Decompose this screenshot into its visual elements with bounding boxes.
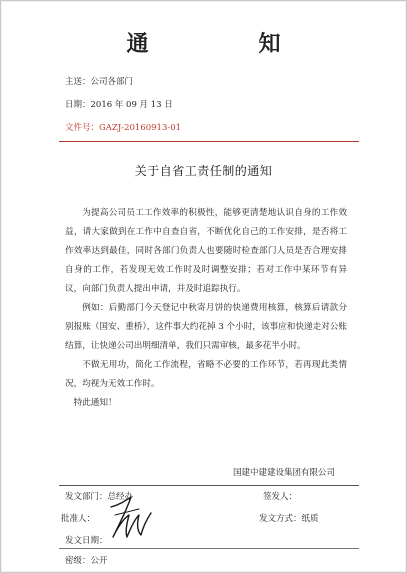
issuing-company: 国建中建建设集团有限公司: [233, 468, 336, 478]
body-paragraph: 不做无用功，简化工作流程，省略不必要的工作环节，若再现此类情况，均视为无效工作时。: [65, 360, 347, 389]
security-level: 密级：公开: [65, 556, 108, 566]
header-divider: [59, 141, 359, 142]
body-paragraph: 为提高公司员工工作效率的积极性，能够更清楚地认识自身的工作效益，请大家做到在工作中自查自省，不断优化自己的工作安排，是否将工作效率达到最佳，同时各部门负责人也要随时检查部门人员是否合理安排自身的工作，若发现无效工作时及时调整安排；若对工作中某环节有异议，向部门负责人提出申请，并及时追踪执行。: [65, 208, 347, 294]
closing-line: 特此通知！: [73, 398, 117, 408]
footer-divider: [59, 485, 359, 486]
footer-bottom-divider: [59, 548, 359, 549]
recipient-line: 主送：公司各部门: [65, 77, 134, 87]
document-title: 通 知: [126, 31, 325, 57]
handwritten-signature: [105, 485, 157, 543]
notice-title: 关于自省工责任制的通知: [134, 164, 273, 178]
body-paragraph: 例如：后勤部门今天登记中秋寄月饼的快递费用核算，核算后请款分别报账（国安、重桥），这件事大约花掉 3 个小时，该事应和快递走对公账结算，让快递公司出明细清单，我们只需审核，最多花半小时。: [65, 303, 347, 351]
signer-label: 签发人：: [263, 492, 298, 502]
notice-body: [65, 204, 347, 413]
date-line: 日期：2016 年 09 月 13 日: [65, 100, 173, 110]
approver-label: 批准人：: [61, 514, 96, 524]
issue-method: 发文方式：纸质: [259, 514, 319, 524]
issue-date-label: 发文日期：: [65, 536, 108, 546]
issuing-department: 发文部门：总经办: [65, 492, 134, 502]
document-number: 文件号：GAZJ-20160913-01: [65, 123, 182, 133]
